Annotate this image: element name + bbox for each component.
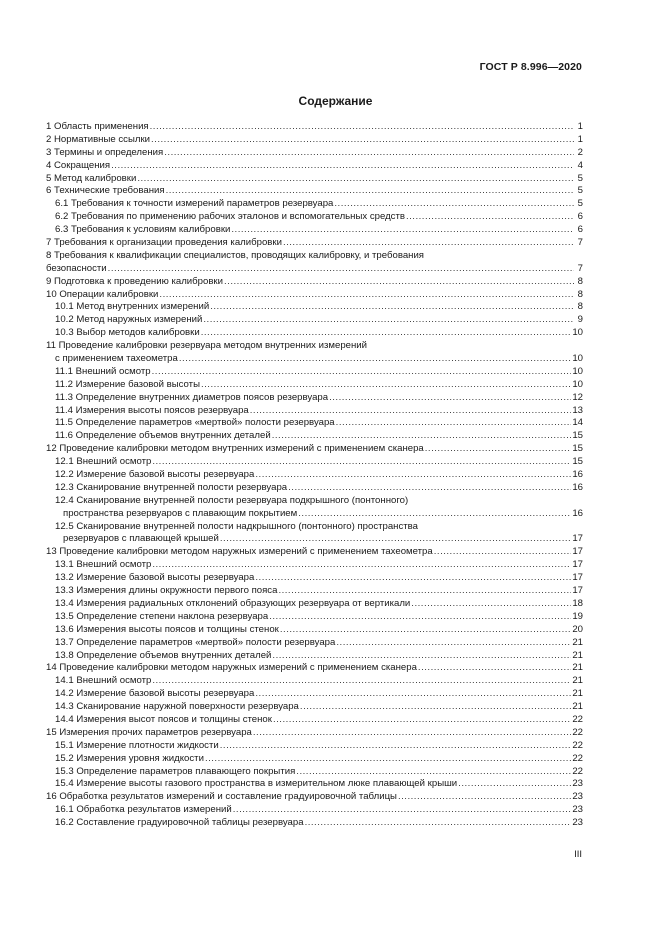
toc-entry[interactable]: [46, 237, 583, 250]
toc-entry-page: 8: [577, 301, 583, 313]
toc-leader-dots: [152, 675, 571, 688]
toc-entry[interactable]: [46, 688, 583, 701]
toc-entry[interactable]: [46, 534, 583, 547]
toc-entry-label: 13.7 Определение параметров «мертвой» полости резервуара: [55, 636, 336, 648]
toc-entry-page: 22: [572, 752, 583, 764]
toc-leader-dots: [201, 327, 572, 340]
toc-entry[interactable]: [46, 121, 583, 134]
toc-leader-dots: [434, 546, 572, 559]
toc-entry[interactable]: [46, 611, 583, 624]
toc-leader-dots: [210, 301, 574, 314]
toc-entry[interactable]: [46, 263, 583, 276]
toc-leader-dots: [329, 392, 571, 405]
toc-entry-label: 13.8 Определение объемов внутренних деталей: [55, 649, 272, 661]
toc-entry[interactable]: [46, 675, 583, 688]
toc-entry[interactable]: [46, 366, 583, 379]
toc-entry[interactable]: [46, 469, 583, 482]
toc-leader-dots: [152, 366, 572, 379]
toc-entry-label: 6 Технические требования: [46, 185, 165, 197]
toc-entry[interactable]: [46, 417, 583, 430]
toc-entry-page: 17: [572, 585, 583, 597]
toc-entry[interactable]: [46, 147, 583, 160]
toc-entry-page: 22: [572, 765, 583, 777]
toc-leader-dots: [300, 701, 571, 714]
toc-entry[interactable]: [46, 160, 583, 173]
toc-entry-label: 4 Сокращения: [46, 159, 111, 171]
toc-entry[interactable]: [46, 379, 583, 392]
toc-leader-dots: [150, 121, 574, 134]
toc-entry[interactable]: [46, 289, 583, 302]
toc-entry-label: 8 Требования к квалификации специалистов, проводящих калибровку, и требования: [46, 249, 425, 261]
toc-entry[interactable]: [46, 495, 583, 508]
toc-entry-page: 10: [572, 353, 583, 365]
toc-leader-dots: [201, 379, 571, 392]
toc-entry-page: 5: [577, 172, 583, 184]
toc-entry-label: 14.4 Измерения высот поясов и толщины стенок: [55, 713, 272, 725]
toc-entry-page: 1: [577, 133, 583, 145]
toc-entry-page: 5: [577, 198, 583, 210]
toc-entry[interactable]: [46, 314, 583, 327]
toc-entry-label: 14.2 Измерение базовой высоты резервуара: [55, 688, 255, 700]
toc-entry-page: 23: [572, 791, 583, 803]
toc-entry-page: 15: [572, 456, 583, 468]
toc-entry-label: 2 Нормативные ссылки: [46, 133, 151, 145]
toc-entry[interactable]: [46, 340, 583, 353]
page-number: III: [574, 849, 582, 860]
toc-leader-dots: [272, 430, 572, 443]
toc-entry-label: 7 Требования к организации проведения калибровки: [46, 237, 282, 248]
toc-entry-page: 22: [572, 713, 583, 725]
toc-leader-dots: [179, 353, 571, 366]
toc-leader-dots: [220, 740, 572, 753]
toc-entry-page: 2: [577, 146, 583, 158]
toc-entry-label: 13.6 Измерения высоты поясов и толщины стенок: [55, 623, 279, 635]
toc-leader-dots: [137, 173, 574, 186]
toc-leader-dots: [458, 778, 571, 791]
toc-entry-label: 6.2 Требования по применению рабочих эталонов и вспомогательных средств: [55, 211, 405, 223]
toc-leader-dots: [411, 598, 571, 611]
page-title: Содержание: [298, 94, 373, 108]
toc-entry[interactable]: [46, 327, 583, 340]
toc-entry-page: 4: [577, 159, 583, 171]
toc-entry-label: 14 Проведение калибровки методом наружных измерений с применением сканера: [46, 662, 417, 674]
toc-entry-label: 12.3 Сканирование внутренней полости резервуара: [55, 481, 288, 493]
toc-entry-label: 16.2 Составление градуировочной таблицы резервуара: [55, 817, 304, 829]
toc-entry-page: 19: [572, 610, 583, 622]
toc-entry[interactable]: [46, 224, 583, 237]
toc-entry-page: 22: [572, 726, 583, 738]
toc-entry[interactable]: [46, 301, 583, 314]
toc-entry-page: 21: [572, 649, 583, 661]
toc-entry-page: 21: [572, 701, 583, 713]
toc-entry-label: 13.3 Измерения длины окружности первого пояса: [55, 585, 278, 597]
toc-entry[interactable]: [46, 250, 583, 263]
toc-entry-page: 12: [572, 391, 583, 403]
toc-entry-label: 15.3 Определение параметров плавающего покрытия: [55, 765, 296, 777]
toc-entry-page: 13: [572, 404, 583, 416]
toc-entry-label: 16.1 Обработка результатов измерений: [55, 804, 232, 816]
toc-leader-dots: [255, 572, 571, 585]
toc-entry-page: 9: [577, 314, 583, 326]
toc-entry-page: 10: [572, 365, 583, 377]
toc-entry-label: 12.5 Сканирование внутренней полости надкрышного (понтонного) пространства: [55, 520, 418, 532]
toc-entry-page: 21: [572, 688, 583, 700]
toc-entry-label: резервуаров с плавающей крышей: [63, 533, 219, 545]
toc-entry[interactable]: [46, 585, 583, 598]
toc-entry-page: 23: [572, 804, 583, 816]
toc-leader-dots: [336, 637, 571, 650]
toc-entry-page: 16: [572, 481, 583, 493]
toc-leader-dots: [425, 443, 572, 456]
toc-entry[interactable]: [46, 392, 583, 405]
toc-entry[interactable]: [46, 817, 583, 830]
toc-entry-label: 12.1 Внешний осмотр: [55, 456, 152, 468]
toc-entry[interactable]: [46, 572, 583, 585]
toc-entry[interactable]: [46, 134, 583, 147]
toc-entry[interactable]: [46, 766, 583, 779]
toc-entry[interactable]: [46, 353, 583, 366]
toc-entry[interactable]: [46, 598, 583, 611]
toc-entry[interactable]: [46, 521, 583, 534]
toc-entry[interactable]: [46, 198, 583, 211]
toc-leader-dots: [152, 456, 571, 469]
toc-entry-label: 13.2 Измерение базовой высоты резервуара: [55, 572, 255, 584]
toc-entry[interactable]: [46, 740, 583, 753]
toc-entry-label: 11.4 Измерения высоты поясов резервуара: [55, 404, 249, 416]
toc-entry-label: 14.3 Сканирование наружной поверхности резервуара: [55, 701, 299, 713]
toc-entry-label: 1 Область применения: [46, 120, 149, 132]
toc-leader-dots: [280, 624, 571, 637]
toc-leader-dots: [283, 237, 574, 250]
toc-entry[interactable]: [46, 753, 583, 766]
toc-leader-dots: [269, 611, 571, 624]
toc-entry-page: 8: [577, 288, 583, 300]
toc-leader-dots: [398, 791, 571, 804]
toc-entry-label: 14.1 Внешний осмотр: [55, 675, 152, 687]
toc-leader-dots: [108, 263, 574, 276]
toc-leader-dots: [220, 533, 571, 546]
toc-leader-dots: [231, 224, 574, 237]
toc-entry-page: 16: [572, 507, 583, 519]
toc-entry-page: 1: [577, 120, 583, 132]
toc-entry-page: 10: [572, 327, 583, 339]
toc-leader-dots: [152, 559, 571, 572]
toc-entry[interactable]: [46, 430, 583, 443]
toc-entry-label: безопасности: [46, 262, 107, 274]
toc-entry-page: 15: [572, 443, 583, 455]
toc-entry[interactable]: [46, 173, 583, 186]
toc-entry[interactable]: [46, 791, 583, 804]
toc-leader-dots: [305, 817, 572, 830]
toc-leader-dots: [255, 469, 571, 482]
toc-entry-page: 16: [572, 469, 583, 481]
toc-entry-label: пространства резервуаров с плавающим покрытием: [63, 507, 298, 519]
toc-entry-label: с применением тахеометра: [55, 353, 178, 365]
toc-leader-dots: [205, 753, 571, 766]
toc-leader-dots: [224, 276, 574, 289]
toc-entry[interactable]: [46, 276, 583, 289]
toc-entry[interactable]: [46, 559, 583, 572]
toc-entry-label: 6.1 Требования к точности измерений параметров резервуара: [55, 198, 334, 210]
toc-entry[interactable]: [46, 714, 583, 727]
toc-leader-dots: [418, 662, 571, 675]
toc-leader-dots: [233, 804, 572, 817]
toc-entry-label: 12.4 Сканирование внутренней полости резервуара подкрышного (понтонного): [55, 494, 409, 506]
toc-entry-page: 21: [572, 675, 583, 687]
toc-entry-label: 15.2 Измерения уровня жидкости: [55, 752, 204, 764]
toc-leader-dots: [250, 405, 572, 418]
toc-entry-page: 5: [577, 185, 583, 197]
toc-entry-page: 10: [572, 378, 583, 390]
toc-entry[interactable]: [46, 637, 583, 650]
toc-entry-page: 18: [572, 597, 583, 609]
toc-entry[interactable]: [46, 185, 583, 198]
toc-entry-label: 13.4 Измерения радиальных отклонений образующих резервуара от вертикали: [55, 597, 411, 609]
toc-entry[interactable]: [46, 650, 583, 663]
toc-entry[interactable]: [46, 624, 583, 637]
toc-entry-label: 13 Проведение калибровки методом наружных измерений с применением тахеометра: [46, 546, 433, 558]
toc-entry-label: 15.4 Измерение высоты газового пространства в измерительном люке плавающей крыши: [55, 778, 458, 790]
toc-entry-page: 21: [572, 636, 583, 648]
toc-entry-label: 10.3 Выбор методов калибровки: [55, 327, 200, 339]
toc-entry-label: 12.2 Измерение базовой высоты резервуара: [55, 469, 255, 481]
toc-leader-dots: [203, 314, 574, 327]
toc-leader-dots: [288, 482, 571, 495]
toc-entry[interactable]: [46, 405, 583, 418]
toc-entry[interactable]: [46, 727, 583, 740]
toc-entry-page: 15: [572, 430, 583, 442]
toc-entry-label: 13.1 Внешний осмотр: [55, 559, 152, 571]
toc-leader-dots: [159, 289, 574, 302]
toc-entry-label: 10.1 Метод внутренних измерений: [55, 301, 210, 313]
toc-entry-label: 13.5 Определение степени наклона резервуара: [55, 610, 269, 622]
toc-leader-dots: [296, 766, 571, 779]
toc-leader-dots: [253, 727, 571, 740]
toc-entry-label: 11.5 Определение параметров «мертвой» полости резервуара: [55, 417, 335, 429]
toc-entry[interactable]: [46, 778, 583, 791]
toc-leader-dots: [278, 585, 571, 598]
toc-entry-page: 17: [572, 546, 583, 558]
toc-entry-page: 17: [572, 533, 583, 545]
toc-entry[interactable]: [46, 211, 583, 224]
toc-entry-label: 3 Термины и определения: [46, 146, 164, 158]
toc-entry-page: 7: [577, 262, 583, 274]
toc-entry-page: 7: [577, 237, 583, 248]
toc-entry[interactable]: [46, 508, 583, 521]
toc-entry[interactable]: [46, 701, 583, 714]
toc-entry-label: 12 Проведение калибровки методом внутренних измерений с применением сканера: [46, 443, 424, 455]
toc-leader-dots: [406, 211, 574, 224]
toc-entry-page: 23: [572, 778, 583, 790]
toc-entry-page: 17: [572, 559, 583, 571]
toc-leader-dots: [298, 508, 571, 521]
toc-leader-dots: [273, 714, 571, 727]
toc-leader-dots: [151, 134, 574, 147]
standard-header: ГОСТ Р 8.996—2020: [479, 61, 582, 73]
toc-entry-label: 16 Обработка результатов измерений и составление градуировочной таблицы: [46, 791, 397, 803]
toc-entry-page: 17: [572, 572, 583, 584]
toc-entry-page: 23: [572, 817, 583, 829]
toc-entry-label: 11.2 Измерение базовой высоты: [55, 378, 200, 390]
toc-entry[interactable]: [46, 443, 583, 456]
toc-entry-page: 8: [577, 275, 583, 287]
toc-entry[interactable]: [46, 662, 583, 675]
toc-entry-label: 11.1 Внешний осмотр: [55, 365, 151, 377]
toc-entry-label: 9 Подготовка к проведению калибровки: [46, 275, 223, 287]
toc-entry[interactable]: [46, 456, 583, 469]
toc-entry-label: 15 Измерения прочих параметров резервуара: [46, 726, 252, 738]
toc-leader-dots: [336, 417, 572, 430]
toc-entry-page: 22: [572, 739, 583, 751]
toc-entry-label: 6.3 Требования к условиям калибровки: [55, 224, 231, 236]
toc-entry[interactable]: [46, 804, 583, 817]
toc-entry-label: 11.6 Определение объемов внутренних деталей: [55, 430, 271, 442]
toc-leader-dots: [111, 160, 574, 173]
toc-entry-label: 5 Метод калибровки: [46, 172, 137, 184]
toc-entry[interactable]: [46, 546, 583, 559]
toc-leader-dots: [272, 650, 571, 663]
toc-entry-label: 11.3 Определение внутренних диаметров поясов резервуара: [55, 391, 329, 403]
toc-entry-page: 6: [577, 224, 583, 236]
toc-entry-label: 11 Проведение калибровки резервуара методом внутренних измерений: [46, 340, 368, 352]
toc-leader-dots: [255, 688, 571, 701]
toc-entry-page: 21: [572, 662, 583, 674]
table-of-contents: [46, 121, 583, 830]
toc-entry-label: 10.2 Метод наружных измерений: [55, 314, 203, 326]
toc-leader-dots: [334, 198, 574, 211]
toc-entry-page: 14: [572, 417, 583, 429]
toc-entry-page: 6: [577, 211, 583, 223]
toc-entry-label: 10 Операции калибровки: [46, 288, 159, 300]
toc-leader-dots: [164, 147, 574, 160]
toc-entry-label: 15.1 Измерение плотности жидкости: [55, 739, 219, 751]
toc-entry-page: 20: [572, 623, 583, 635]
toc-leader-dots: [166, 185, 574, 198]
toc-entry[interactable]: [46, 482, 583, 495]
